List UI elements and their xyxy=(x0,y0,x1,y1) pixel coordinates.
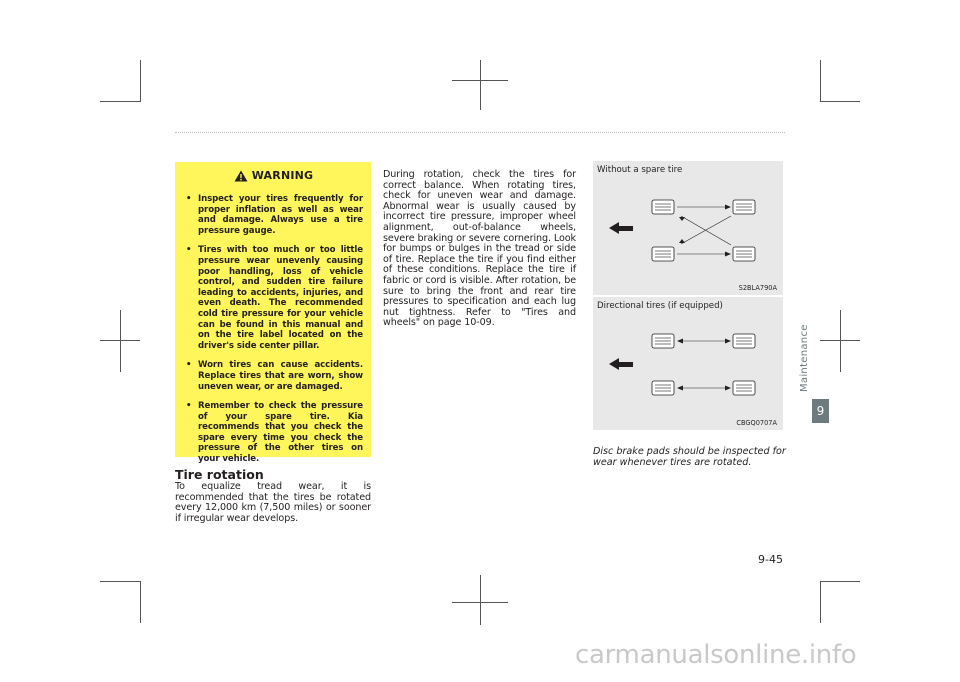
crop-mark xyxy=(452,80,508,81)
page-number: 9-45 xyxy=(758,553,783,566)
figure-caption: Disc brake pads should be inspected for wear whenever tires are rotated. xyxy=(593,446,786,468)
figure-title: Without a spare tire xyxy=(597,165,683,175)
crop-mark xyxy=(100,340,140,341)
warning-list xyxy=(184,194,363,465)
warning-title: WARNING xyxy=(251,169,314,182)
crop-mark xyxy=(120,310,121,372)
figure-title: Directional tires (if equipped) xyxy=(597,301,723,311)
directional-diagram xyxy=(593,297,783,430)
warning-item: • Remember to check the pressure of your spare tire. Kia recommends that you check the spare every time you check the pressure of the other tires on your vehicle. xyxy=(186,401,363,465)
warning-triangle-icon xyxy=(234,170,248,182)
rotation-paragraph: During rotation, check the tires for correct balance. When rotating tires, check for uneven wear and damage. Abnormal wear is usually caused by incorrect tire pressure, improper wheel alignment, out-of-balance wheels, severe braking or severe cornering. Look for bumps or bulges in the tread or side of tire. Replace the tire if you find either of these conditions. Replace the tire if fabric or cord is visible. After rotation, be sure to bring the front and rear tire pressures to specification and each lug nut tightness. Refer to "Tires and wheels" on page 10-09. xyxy=(383,169,576,329)
rotation-diagram xyxy=(593,161,783,295)
header-rule xyxy=(175,132,785,133)
crop-mark xyxy=(820,60,821,102)
crop-mark xyxy=(820,101,860,102)
figure-without-spare xyxy=(593,161,783,295)
sidebar-chapter-tab: 9 xyxy=(812,399,829,423)
crop-mark xyxy=(140,581,141,623)
section-heading: Tire rotation xyxy=(175,467,264,482)
crop-mark xyxy=(820,340,860,341)
crop-mark xyxy=(840,310,841,372)
crop-mark xyxy=(820,581,860,582)
crop-mark xyxy=(452,602,508,603)
crop-mark xyxy=(480,575,481,625)
crop-mark xyxy=(820,581,821,623)
crop-mark xyxy=(140,60,141,102)
crop-mark xyxy=(100,581,140,582)
sidebar-section-label: Maintenance xyxy=(799,324,810,392)
crop-mark xyxy=(100,101,140,102)
figure-code: CBGQ0707A xyxy=(736,419,777,427)
warning-item: • Worn tires can cause accidents. Replace tires that are worn, show uneven wear, or are damaged. xyxy=(186,360,363,392)
warning-header xyxy=(184,169,363,182)
warning-item: • Inspect your tires frequently for proper inflation as well as wear and damage. Always use a tire pressure gauge. xyxy=(186,194,363,236)
warning-box xyxy=(175,162,371,465)
figure-code: S2BLA790A xyxy=(738,284,777,292)
figure-directional xyxy=(593,297,783,430)
section-paragraph: To equalize tread wear, it is recommended that the tires be rotated every 12,000 km (7,500 miles) or sooner if irregular wear develops. xyxy=(175,481,371,524)
watermark: carmanualsonline.info xyxy=(575,640,857,670)
warning-item: • Tires with too much or too little pressure wear unevenly causing poor handling, loss of vehicle control, and sudden tire failure leading to accidents, injuries, and even death. The recommended cold tire pressure for your vehicle can be found in this manual and on the tire label located on the driver's side center pillar. xyxy=(186,245,363,351)
crop-mark xyxy=(480,60,481,110)
